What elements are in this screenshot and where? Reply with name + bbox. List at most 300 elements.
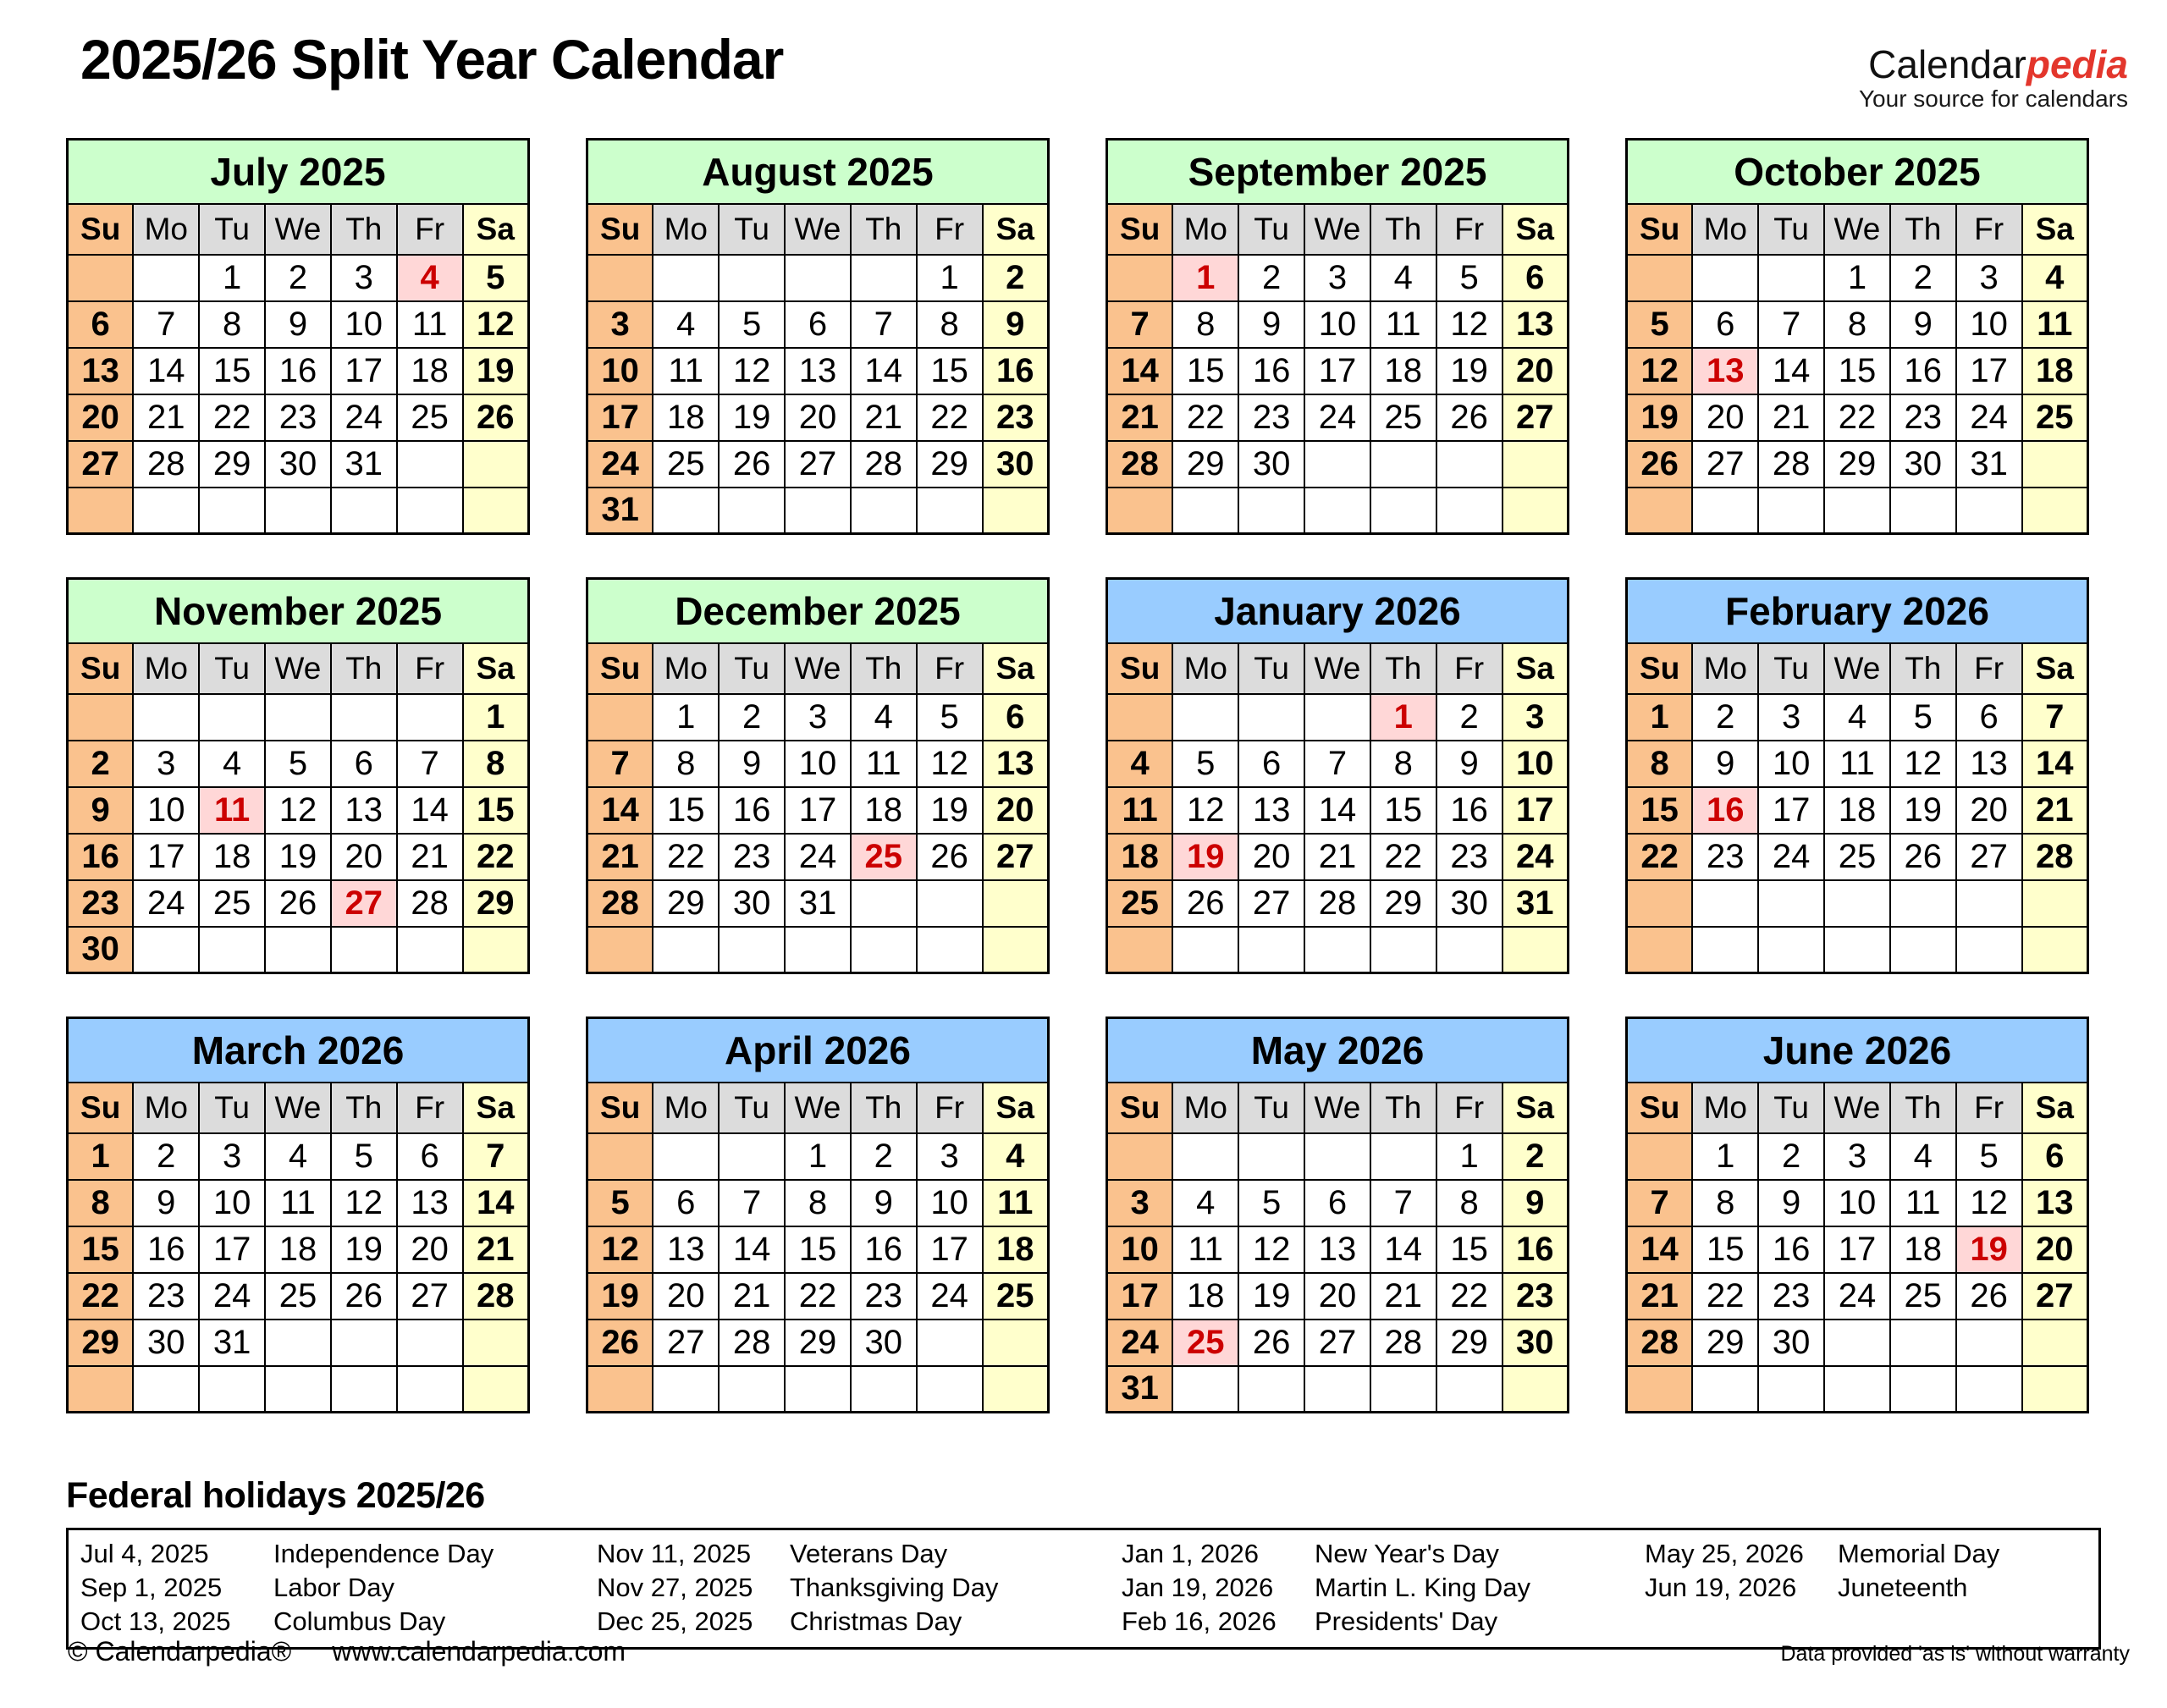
date-cell: 8 — [785, 1180, 851, 1226]
date-cell: 4 — [1824, 694, 1890, 741]
day-header-cell: Th — [1890, 1083, 1956, 1133]
date-cell: 4 — [851, 694, 917, 741]
date-cell: 5 — [1627, 301, 1693, 348]
date-cell: 14 — [1758, 348, 1824, 394]
date-cell: 1 — [785, 1133, 851, 1180]
empty-cell — [1370, 1133, 1436, 1180]
empty-cell — [1956, 1366, 2022, 1413]
date-cell: 21 — [463, 1226, 529, 1273]
day-header-cell: Th — [851, 204, 917, 255]
date-cell: 13 — [1692, 348, 1758, 394]
date-cell: 26 — [587, 1320, 653, 1366]
date-cell: 6 — [785, 301, 851, 348]
empty-cell — [917, 880, 983, 927]
empty-cell — [1692, 488, 1758, 534]
empty-cell — [785, 255, 851, 301]
date-cell: 8 — [1370, 741, 1436, 787]
empty-cell — [1692, 1366, 1758, 1413]
date-cell: 7 — [1370, 1180, 1436, 1226]
day-header-cell: We — [785, 1083, 851, 1133]
date-cell: 10 — [1503, 741, 1569, 787]
date-cell: 13 — [785, 348, 851, 394]
empty-cell — [397, 488, 463, 534]
holiday-name: Columbus Day — [273, 1606, 446, 1636]
date-cell: 6 — [1692, 301, 1758, 348]
date-cell: 22 — [785, 1273, 851, 1320]
date-cell: 11 — [1172, 1226, 1238, 1273]
month-table — [1106, 1017, 1569, 1413]
date-cell: 28 — [719, 1320, 785, 1366]
date-cell: 31 — [1107, 1366, 1173, 1413]
empty-cell — [1304, 441, 1370, 488]
date-cell: 17 — [1956, 348, 2022, 394]
empty-cell — [397, 441, 463, 488]
date-cell: 3 — [587, 301, 653, 348]
date-cell: 9 — [851, 1180, 917, 1226]
date-cell: 20 — [1503, 348, 1569, 394]
date-cell: 25 — [397, 394, 463, 441]
empty-cell — [397, 1366, 463, 1413]
holiday-name: Christmas Day — [790, 1606, 962, 1636]
date-cell: 2 — [983, 255, 1049, 301]
day-header-cell: Sa — [983, 643, 1049, 694]
date-cell: 8 — [463, 741, 529, 787]
date-cell: 12 — [331, 1180, 397, 1226]
empty-cell — [1890, 1366, 1956, 1413]
date-cell: 27 — [2022, 1273, 2088, 1320]
date-cell: 24 — [1824, 1273, 1890, 1320]
date-cell: 22 — [1824, 394, 1890, 441]
date-cell: 12 — [1172, 787, 1238, 834]
date-cell: 17 — [1304, 348, 1370, 394]
date-cell: 23 — [68, 880, 134, 927]
date-cell: 2 — [1503, 1133, 1569, 1180]
month-table — [586, 577, 1050, 974]
empty-cell — [68, 1366, 134, 1413]
empty-cell — [1172, 488, 1238, 534]
date-cell: 20 — [1956, 787, 2022, 834]
date-cell: 30 — [1436, 880, 1503, 927]
date-cell: 4 — [1172, 1180, 1238, 1226]
date-cell: 7 — [1107, 301, 1173, 348]
empty-cell — [851, 1366, 917, 1413]
date-cell: 18 — [2022, 348, 2088, 394]
empty-cell — [653, 255, 719, 301]
date-cell: 26 — [463, 394, 529, 441]
day-header-cell: Mo — [653, 204, 719, 255]
empty-cell — [1304, 694, 1370, 741]
date-cell: 31 — [199, 1320, 265, 1366]
date-cell: 8 — [68, 1180, 134, 1226]
date-cell: 29 — [653, 880, 719, 927]
holiday-date: Jan 19, 2026 — [1122, 1573, 1274, 1602]
empty-cell — [1107, 255, 1173, 301]
date-cell: 5 — [1238, 1180, 1304, 1226]
day-header-cell: We — [265, 204, 331, 255]
date-cell: 7 — [851, 301, 917, 348]
date-cell: 26 — [1956, 1273, 2022, 1320]
month-table — [1106, 138, 1569, 535]
date-cell: 11 — [851, 741, 917, 787]
date-cell: 26 — [719, 441, 785, 488]
empty-cell — [1956, 488, 2022, 534]
date-cell: 7 — [1758, 301, 1824, 348]
date-cell: 3 — [1824, 1133, 1890, 1180]
date-cell: 9 — [1238, 301, 1304, 348]
date-cell: 22 — [68, 1273, 134, 1320]
date-cell: 4 — [1107, 741, 1173, 787]
day-header-cell: We — [265, 1083, 331, 1133]
holiday-name: Independence Day — [273, 1539, 494, 1568]
empty-cell — [463, 927, 529, 973]
date-cell: 18 — [199, 834, 265, 880]
date-cell: 8 — [1172, 301, 1238, 348]
empty-cell — [331, 694, 397, 741]
empty-cell — [1238, 927, 1304, 973]
date-cell: 6 — [653, 1180, 719, 1226]
date-cell: 11 — [1890, 1180, 1956, 1226]
date-cell: 28 — [397, 880, 463, 927]
holidays-table — [66, 1528, 2101, 1650]
date-cell: 19 — [331, 1226, 397, 1273]
empty-cell — [1627, 880, 1693, 927]
date-cell: 27 — [1503, 394, 1569, 441]
date-cell: 2 — [719, 694, 785, 741]
empty-cell — [983, 880, 1049, 927]
day-header-cell: Tu — [719, 1083, 785, 1133]
date-cell: 26 — [331, 1273, 397, 1320]
date-cell: 4 — [265, 1133, 331, 1180]
date-cell: 27 — [983, 834, 1049, 880]
date-cell: 4 — [1890, 1133, 1956, 1180]
empty-cell — [1503, 1366, 1569, 1413]
day-header-cell: Mo — [133, 643, 199, 694]
date-cell: 9 — [68, 787, 134, 834]
date-cell: 13 — [331, 787, 397, 834]
empty-cell — [587, 694, 653, 741]
empty-cell — [917, 1320, 983, 1366]
date-cell: 21 — [2022, 787, 2088, 834]
day-header-cell: Tu — [1238, 1083, 1304, 1133]
empty-cell — [917, 927, 983, 973]
date-cell: 1 — [1627, 694, 1693, 741]
date-cell: 20 — [1692, 394, 1758, 441]
date-cell: 28 — [1107, 441, 1173, 488]
empty-cell — [68, 255, 134, 301]
copyright-text: © Calendarpedia® — [68, 1636, 292, 1667]
date-cell: 30 — [133, 1320, 199, 1366]
day-header-cell: Sa — [2022, 1083, 2088, 1133]
day-header-cell: We — [785, 643, 851, 694]
day-header-cell: We — [785, 204, 851, 255]
date-cell: 16 — [1436, 787, 1503, 834]
month-table — [586, 138, 1050, 535]
date-cell: 14 — [587, 787, 653, 834]
date-cell: 5 — [587, 1180, 653, 1226]
date-cell: 27 — [68, 441, 134, 488]
empty-cell — [983, 1366, 1049, 1413]
date-cell: 19 — [463, 348, 529, 394]
month-table — [586, 1017, 1050, 1413]
date-cell: 7 — [463, 1133, 529, 1180]
date-cell: 9 — [265, 301, 331, 348]
day-header-cell: Sa — [2022, 204, 2088, 255]
date-cell: 4 — [653, 301, 719, 348]
holiday-name: Presidents' Day — [1315, 1606, 1498, 1636]
date-cell: 13 — [653, 1226, 719, 1273]
day-header-cell: Fr — [917, 1083, 983, 1133]
month-title: August 2025 — [587, 140, 1049, 204]
empty-cell — [397, 1320, 463, 1366]
date-cell: 19 — [1627, 394, 1693, 441]
date-cell: 4 — [2022, 255, 2088, 301]
date-cell: 14 — [719, 1226, 785, 1273]
date-cell: 3 — [199, 1133, 265, 1180]
day-header-cell: Su — [587, 1083, 653, 1133]
date-cell: 9 — [1692, 741, 1758, 787]
date-cell: 7 — [719, 1180, 785, 1226]
day-header-cell: We — [1824, 204, 1890, 255]
empty-cell — [199, 1366, 265, 1413]
date-cell: 4 — [397, 255, 463, 301]
website-text: www.calendarpedia.com — [332, 1636, 626, 1667]
empty-cell — [587, 927, 653, 973]
day-header-cell: Th — [1890, 204, 1956, 255]
date-cell: 28 — [463, 1273, 529, 1320]
date-cell: 21 — [133, 394, 199, 441]
date-cell: 1 — [463, 694, 529, 741]
month-title: December 2025 — [587, 579, 1049, 643]
empty-cell — [719, 1366, 785, 1413]
date-cell: 1 — [1436, 1133, 1503, 1180]
date-cell: 14 — [2022, 741, 2088, 787]
day-header-cell: Mo — [133, 1083, 199, 1133]
month-table — [66, 1017, 530, 1413]
date-cell: 18 — [851, 787, 917, 834]
date-cell: 10 — [1758, 741, 1824, 787]
date-cell: 3 — [1304, 255, 1370, 301]
empty-cell — [851, 488, 917, 534]
months-grid — [66, 138, 2089, 1413]
empty-cell — [983, 927, 1049, 973]
date-cell: 6 — [1238, 741, 1304, 787]
empty-cell — [851, 255, 917, 301]
date-cell: 16 — [1503, 1226, 1569, 1273]
empty-cell — [1370, 1366, 1436, 1413]
month-table — [1625, 138, 2089, 535]
month-title: March 2026 — [68, 1018, 529, 1083]
logo-wordmark-red: pedia — [2026, 42, 2128, 86]
date-cell: 15 — [199, 348, 265, 394]
date-cell: 19 — [1436, 348, 1503, 394]
day-header-cell: Fr — [1956, 1083, 2022, 1133]
day-header-cell: Fr — [397, 1083, 463, 1133]
date-cell: 4 — [983, 1133, 1049, 1180]
page-title: 2025/26 Split Year Calendar — [80, 28, 784, 91]
date-cell: 23 — [719, 834, 785, 880]
date-cell: 13 — [68, 348, 134, 394]
month-title: October 2025 — [1627, 140, 2088, 204]
date-cell: 26 — [1172, 880, 1238, 927]
empty-cell — [1503, 441, 1569, 488]
date-cell: 23 — [1436, 834, 1503, 880]
day-header-cell: Fr — [1436, 1083, 1503, 1133]
empty-cell — [1107, 488, 1173, 534]
date-cell: 17 — [133, 834, 199, 880]
date-cell: 21 — [1627, 1273, 1693, 1320]
date-cell: 5 — [1436, 255, 1503, 301]
date-cell: 8 — [1627, 741, 1693, 787]
date-cell: 31 — [587, 488, 653, 534]
date-cell: 5 — [1172, 741, 1238, 787]
day-header-cell: Fr — [397, 643, 463, 694]
date-cell: 11 — [1824, 741, 1890, 787]
holiday-date: Jun 19, 2026 — [1645, 1573, 1797, 1602]
date-cell: 14 — [1370, 1226, 1436, 1273]
date-cell: 15 — [653, 787, 719, 834]
month-title: November 2025 — [68, 579, 529, 643]
date-cell: 23 — [133, 1273, 199, 1320]
date-cell: 23 — [1692, 834, 1758, 880]
date-cell: 25 — [983, 1273, 1049, 1320]
date-cell: 1 — [1172, 255, 1238, 301]
empty-cell — [463, 1320, 529, 1366]
date-cell: 15 — [1692, 1226, 1758, 1273]
date-cell: 2 — [68, 741, 134, 787]
date-cell: 31 — [785, 880, 851, 927]
date-cell: 29 — [1824, 441, 1890, 488]
empty-cell — [397, 927, 463, 973]
day-header-cell: Fr — [1956, 643, 2022, 694]
date-cell: 3 — [1107, 1180, 1173, 1226]
date-cell: 19 — [1238, 1273, 1304, 1320]
empty-cell — [785, 1366, 851, 1413]
empty-cell — [917, 1366, 983, 1413]
empty-cell — [265, 488, 331, 534]
date-cell: 17 — [1758, 787, 1824, 834]
empty-cell — [719, 255, 785, 301]
empty-cell — [1370, 927, 1436, 973]
day-header-cell: Su — [68, 204, 134, 255]
date-cell: 18 — [983, 1226, 1049, 1273]
date-cell: 25 — [653, 441, 719, 488]
date-cell: 12 — [917, 741, 983, 787]
date-cell: 2 — [851, 1133, 917, 1180]
holiday-name: Martin L. King Day — [1315, 1573, 1530, 1602]
date-cell: 15 — [917, 348, 983, 394]
date-cell: 19 — [265, 834, 331, 880]
empty-cell — [1304, 927, 1370, 973]
date-cell: 11 — [983, 1180, 1049, 1226]
date-cell: 22 — [1172, 394, 1238, 441]
logo-tagline: Your source for calendars — [1858, 85, 2128, 113]
empty-cell — [1436, 441, 1503, 488]
empty-cell — [1107, 694, 1173, 741]
date-cell: 8 — [653, 741, 719, 787]
holiday-date: Dec 25, 2025 — [597, 1606, 753, 1636]
holiday-name: Thanksgiving Day — [790, 1573, 999, 1602]
day-header-cell: Sa — [983, 204, 1049, 255]
date-cell: 27 — [653, 1320, 719, 1366]
date-cell: 11 — [397, 301, 463, 348]
day-header-cell: Mo — [1172, 204, 1238, 255]
date-cell: 8 — [917, 301, 983, 348]
day-header-cell: Sa — [2022, 643, 2088, 694]
empty-cell — [1627, 488, 1693, 534]
date-cell: 8 — [199, 301, 265, 348]
empty-cell — [1758, 488, 1824, 534]
date-cell: 17 — [331, 348, 397, 394]
empty-cell — [133, 1366, 199, 1413]
date-cell: 8 — [1692, 1180, 1758, 1226]
holiday-date: Oct 13, 2025 — [80, 1606, 231, 1636]
day-header-cell: Tu — [719, 204, 785, 255]
date-cell: 30 — [1890, 441, 1956, 488]
empty-cell — [983, 488, 1049, 534]
date-cell: 20 — [1304, 1273, 1370, 1320]
holiday-date: Feb 16, 2026 — [1122, 1606, 1276, 1636]
empty-cell — [331, 488, 397, 534]
date-cell: 16 — [719, 787, 785, 834]
empty-cell — [1503, 488, 1569, 534]
date-cell: 12 — [587, 1226, 653, 1273]
month-title: February 2026 — [1627, 579, 2088, 643]
empty-cell — [785, 927, 851, 973]
date-cell: 20 — [331, 834, 397, 880]
date-cell: 22 — [1436, 1273, 1503, 1320]
date-cell: 23 — [265, 394, 331, 441]
date-cell: 10 — [587, 348, 653, 394]
empty-cell — [331, 1366, 397, 1413]
date-cell: 29 — [199, 441, 265, 488]
date-cell: 9 — [1890, 301, 1956, 348]
empty-cell — [1172, 927, 1238, 973]
date-cell: 23 — [983, 394, 1049, 441]
date-cell: 23 — [1758, 1273, 1824, 1320]
date-cell: 15 — [68, 1226, 134, 1273]
date-cell: 1 — [199, 255, 265, 301]
empty-cell — [1436, 488, 1503, 534]
date-cell: 7 — [397, 741, 463, 787]
date-cell: 29 — [785, 1320, 851, 1366]
day-header-cell: Mo — [1692, 643, 1758, 694]
empty-cell — [719, 927, 785, 973]
date-cell: 25 — [1824, 834, 1890, 880]
date-cell: 13 — [983, 741, 1049, 787]
date-cell: 16 — [1692, 787, 1758, 834]
empty-cell — [719, 1133, 785, 1180]
date-cell: 15 — [1627, 787, 1693, 834]
date-cell: 31 — [1503, 880, 1569, 927]
day-header-cell: Th — [331, 643, 397, 694]
date-cell: 31 — [1956, 441, 2022, 488]
empty-cell — [1304, 488, 1370, 534]
date-cell: 19 — [719, 394, 785, 441]
date-cell: 14 — [1107, 348, 1173, 394]
date-cell: 18 — [1890, 1226, 1956, 1273]
empty-cell — [653, 1133, 719, 1180]
date-cell: 22 — [917, 394, 983, 441]
date-cell: 12 — [1890, 741, 1956, 787]
date-cell: 13 — [1304, 1226, 1370, 1273]
date-cell: 12 — [1627, 348, 1693, 394]
date-cell: 21 — [719, 1273, 785, 1320]
empty-cell — [587, 1133, 653, 1180]
date-cell: 3 — [1503, 694, 1569, 741]
date-cell: 27 — [331, 880, 397, 927]
date-cell: 27 — [1238, 880, 1304, 927]
date-cell: 1 — [653, 694, 719, 741]
